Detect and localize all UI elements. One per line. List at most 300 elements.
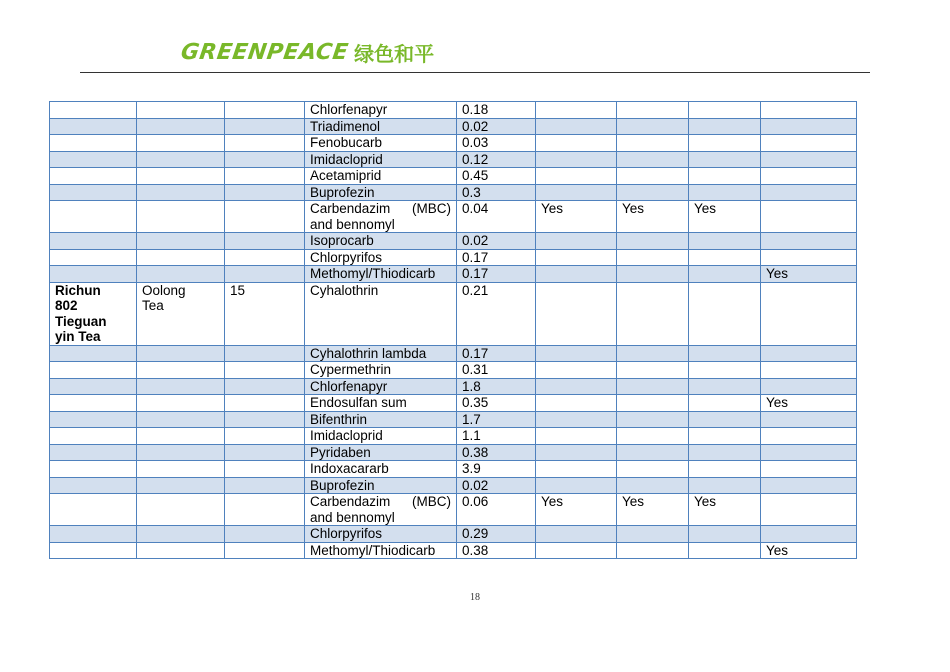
flag-value: Yes bbox=[766, 266, 789, 281]
residue-value: 0.31 bbox=[462, 362, 489, 377]
tea-type-cell bbox=[137, 494, 225, 526]
pesticide-count-cell bbox=[225, 542, 305, 559]
residue-cell bbox=[457, 494, 536, 526]
pesticide-cell bbox=[305, 542, 457, 559]
flag-cell bbox=[761, 461, 857, 478]
residue-value: 0.03 bbox=[462, 135, 489, 150]
residue-value: 0.29 bbox=[462, 526, 489, 541]
flag-cell bbox=[617, 362, 689, 379]
pesticide-count-cell bbox=[225, 345, 305, 362]
pesticide-name-part: and bennomyl bbox=[310, 216, 395, 232]
table-row bbox=[50, 411, 857, 428]
table-row bbox=[50, 233, 857, 250]
pesticide-cell bbox=[305, 494, 457, 526]
table-row bbox=[50, 378, 857, 395]
residue-cell bbox=[457, 233, 536, 250]
flag-cell bbox=[689, 184, 761, 201]
tea-type-cell bbox=[137, 266, 225, 283]
flag-cell bbox=[689, 118, 761, 135]
flag-cell bbox=[689, 526, 761, 543]
table-row bbox=[50, 151, 857, 168]
flag-cell bbox=[617, 249, 689, 266]
flag-cell bbox=[689, 201, 761, 233]
pesticide-name: Chlorfenapyr bbox=[310, 378, 388, 394]
residue-value: 0.35 bbox=[462, 395, 489, 410]
flag-cell bbox=[536, 168, 617, 185]
product-cell bbox=[50, 542, 137, 559]
table-row bbox=[50, 266, 857, 283]
flag-cell bbox=[617, 135, 689, 152]
flag-cell bbox=[689, 395, 761, 412]
tea-type-cell bbox=[137, 135, 225, 152]
pesticide-name: Pyridaben bbox=[310, 444, 371, 460]
pesticide-count-cell bbox=[225, 102, 305, 119]
product-cell bbox=[50, 118, 137, 135]
residue-cell bbox=[457, 168, 536, 185]
residue-value: 0.38 bbox=[462, 542, 489, 558]
pesticide-count-cell bbox=[225, 168, 305, 185]
pesticide-name-part: Carbendazim bbox=[310, 494, 391, 509]
flag-cell bbox=[761, 378, 857, 395]
residue-value: 0.04 bbox=[462, 201, 489, 216]
pesticide-cell bbox=[305, 378, 457, 395]
residue-value: 0.02 bbox=[462, 477, 489, 493]
residue-cell bbox=[457, 249, 536, 266]
table-row bbox=[50, 102, 857, 119]
flag-cell bbox=[761, 494, 857, 526]
residue-value: 0.17 bbox=[462, 266, 489, 281]
tea-type-cell bbox=[137, 345, 225, 362]
flag-cell bbox=[536, 151, 617, 168]
flag-cell bbox=[689, 444, 761, 461]
pesticide-name-part: (MBC) bbox=[412, 201, 451, 216]
pesticide-name: Cyhalothrin lambda bbox=[310, 345, 427, 361]
residue-cell bbox=[457, 266, 536, 283]
flag-cell bbox=[761, 428, 857, 445]
residue-value: 0.02 bbox=[462, 233, 489, 248]
pesticide-name-part: and bennomyl bbox=[310, 509, 395, 525]
tea-type-cell bbox=[137, 233, 225, 250]
table-row bbox=[50, 444, 857, 461]
flag-cell bbox=[689, 266, 761, 283]
flag-cell bbox=[536, 266, 617, 283]
pesticide-cell bbox=[305, 201, 457, 233]
residue-value: 0.18 bbox=[462, 102, 489, 117]
pesticide-name: Imidacloprid bbox=[310, 428, 383, 443]
flag-cell bbox=[536, 378, 617, 395]
flag-cell bbox=[689, 461, 761, 478]
residue-cell bbox=[457, 378, 536, 395]
flag-cell bbox=[761, 411, 857, 428]
flag-value: Yes bbox=[541, 494, 564, 509]
flag-cell bbox=[617, 233, 689, 250]
flag-cell bbox=[761, 249, 857, 266]
pesticide-count-cell bbox=[225, 526, 305, 543]
pesticide-cell bbox=[305, 151, 457, 168]
pesticide-count-cell bbox=[225, 118, 305, 135]
flag-cell bbox=[761, 233, 857, 250]
pesticide-cell bbox=[305, 102, 457, 119]
flag-cell bbox=[536, 444, 617, 461]
pesticide-count: 15 bbox=[230, 282, 246, 298]
tea-type-line: Tea bbox=[142, 298, 164, 313]
product-cell bbox=[50, 378, 137, 395]
residue-cell bbox=[457, 184, 536, 201]
flag-cell bbox=[761, 362, 857, 379]
tea-type-cell bbox=[137, 477, 225, 494]
table-row bbox=[50, 526, 857, 543]
residue-cell bbox=[457, 526, 536, 543]
flag-cell bbox=[761, 151, 857, 168]
residue-cell bbox=[457, 395, 536, 412]
table-row bbox=[50, 184, 857, 201]
tea-type-cell bbox=[137, 444, 225, 461]
pesticide-cell bbox=[305, 282, 457, 345]
pesticide-cell bbox=[305, 477, 457, 494]
flag-cell bbox=[617, 102, 689, 119]
residue-cell bbox=[457, 151, 536, 168]
flag-cell bbox=[536, 461, 617, 478]
pesticide-cell bbox=[305, 345, 457, 362]
tea-type-cell bbox=[137, 151, 225, 168]
pesticide-name: Fenobucarb bbox=[310, 135, 383, 150]
table-body bbox=[50, 102, 857, 559]
tea-type-cell bbox=[137, 184, 225, 201]
flag-value: Yes bbox=[622, 494, 645, 509]
product-cell bbox=[50, 233, 137, 250]
pesticide-count-cell bbox=[225, 184, 305, 201]
flag-cell bbox=[617, 542, 689, 559]
residue-cell bbox=[457, 444, 536, 461]
product-cell bbox=[50, 266, 137, 283]
flag-cell bbox=[689, 135, 761, 152]
tea-type-cell bbox=[137, 201, 225, 233]
pesticide-name: Buprofezin bbox=[310, 477, 375, 493]
pesticide-count-cell bbox=[225, 201, 305, 233]
pesticide-name: Cyhalothrin bbox=[310, 282, 379, 298]
flag-cell bbox=[689, 411, 761, 428]
flag-cell bbox=[617, 461, 689, 478]
tea-type-line: Oolong bbox=[142, 282, 186, 298]
flag-cell bbox=[536, 201, 617, 233]
table-row bbox=[50, 461, 857, 478]
residue-value: 0.17 bbox=[462, 249, 489, 265]
table-row bbox=[50, 118, 857, 135]
residue-cell bbox=[457, 118, 536, 135]
flag-cell bbox=[689, 151, 761, 168]
pesticide-count-cell bbox=[225, 444, 305, 461]
residue-value: 0.06 bbox=[462, 494, 489, 509]
flag-cell bbox=[536, 102, 617, 119]
tea-type-cell bbox=[137, 461, 225, 478]
flag-value: Yes bbox=[694, 494, 717, 509]
flag-cell bbox=[617, 444, 689, 461]
pesticide-name: Endosulfan sum bbox=[310, 395, 407, 410]
residue-value: 0.02 bbox=[462, 118, 489, 134]
flag-cell bbox=[689, 233, 761, 250]
pesticide-name: Imidacloprid bbox=[310, 151, 383, 167]
pesticide-count-cell bbox=[225, 266, 305, 283]
pesticide-cell bbox=[305, 362, 457, 379]
residue-value: 0.3 bbox=[462, 184, 481, 200]
flag-cell bbox=[536, 395, 617, 412]
flag-cell bbox=[617, 201, 689, 233]
residue-cell bbox=[457, 345, 536, 362]
table-row bbox=[50, 395, 857, 412]
tea-type-cell bbox=[137, 168, 225, 185]
pesticide-residue-table bbox=[49, 101, 857, 559]
table-row bbox=[50, 362, 857, 379]
residue-cell bbox=[457, 135, 536, 152]
flag-cell bbox=[617, 266, 689, 283]
product-cell bbox=[50, 362, 137, 379]
logo-wordmark-cn: 绿色和平 bbox=[354, 41, 435, 66]
flag-cell bbox=[761, 395, 857, 412]
pesticide-name: Cypermethrin bbox=[310, 362, 392, 377]
flag-cell bbox=[617, 395, 689, 412]
pesticide-cell bbox=[305, 135, 457, 152]
pesticide-name: Chlorpyrifos bbox=[310, 526, 383, 541]
flag-cell bbox=[689, 494, 761, 526]
flag-cell bbox=[689, 249, 761, 266]
flag-cell bbox=[689, 282, 761, 345]
residue-cell bbox=[457, 102, 536, 119]
flag-cell bbox=[761, 444, 857, 461]
table-row bbox=[50, 428, 857, 445]
flag-cell bbox=[617, 378, 689, 395]
flag-cell bbox=[617, 526, 689, 543]
product-cell bbox=[50, 151, 137, 168]
flag-cell bbox=[761, 201, 857, 233]
product-cell bbox=[50, 282, 137, 345]
pesticide-name: Triadimenol bbox=[310, 118, 381, 134]
tea-type-cell bbox=[137, 378, 225, 395]
flag-cell bbox=[617, 411, 689, 428]
flag-cell bbox=[761, 184, 857, 201]
residue-cell bbox=[457, 461, 536, 478]
pesticide-name-part: Carbendazim bbox=[310, 201, 391, 216]
flag-cell bbox=[761, 282, 857, 345]
residue-value: 1.8 bbox=[462, 378, 481, 394]
residue-cell bbox=[457, 362, 536, 379]
pesticide-count-cell bbox=[225, 411, 305, 428]
residue-value: 0.21 bbox=[462, 282, 489, 298]
flag-cell bbox=[536, 249, 617, 266]
residue-value: 0.45 bbox=[462, 168, 489, 183]
greenpeace-logo bbox=[181, 38, 434, 66]
flag-value: Yes bbox=[694, 201, 717, 216]
flag-cell bbox=[761, 542, 857, 559]
flag-cell bbox=[761, 168, 857, 185]
pesticide-name: Methomyl/Thiodicarb bbox=[310, 266, 436, 281]
pesticide-name-part: (MBC) bbox=[412, 494, 451, 509]
pesticide-name: Bifenthrin bbox=[310, 411, 368, 427]
page-number: 18 bbox=[470, 592, 480, 603]
flag-cell bbox=[536, 362, 617, 379]
product-cell bbox=[50, 249, 137, 266]
flag-cell bbox=[761, 526, 857, 543]
product-name-line: yin Tea bbox=[55, 329, 101, 344]
pesticide-count-cell bbox=[225, 282, 305, 345]
pesticide-name: Methomyl/Thiodicarb bbox=[310, 542, 436, 558]
pesticide-cell bbox=[305, 428, 457, 445]
flag-value: Yes bbox=[622, 201, 645, 216]
product-cell bbox=[50, 102, 137, 119]
flag-cell bbox=[617, 282, 689, 345]
pesticide-count-cell bbox=[225, 477, 305, 494]
table-row bbox=[50, 494, 857, 526]
pesticide-cell bbox=[305, 118, 457, 135]
pesticide-name: Chlorpyrifos bbox=[310, 249, 383, 265]
flag-cell bbox=[761, 266, 857, 283]
flag-cell bbox=[689, 102, 761, 119]
product-cell bbox=[50, 184, 137, 201]
pesticide-count-cell bbox=[225, 249, 305, 266]
tea-type-cell bbox=[137, 282, 225, 345]
table-row bbox=[50, 282, 857, 345]
flag-cell bbox=[536, 118, 617, 135]
flag-cell bbox=[761, 135, 857, 152]
product-name-line: Richun bbox=[55, 282, 101, 298]
residue-cell bbox=[457, 411, 536, 428]
product-cell bbox=[50, 526, 137, 543]
pesticide-cell bbox=[305, 266, 457, 283]
pesticide-cell bbox=[305, 526, 457, 543]
flag-cell bbox=[617, 118, 689, 135]
pesticide-count-cell bbox=[225, 233, 305, 250]
flag-cell bbox=[689, 362, 761, 379]
pesticide-count-cell bbox=[225, 428, 305, 445]
pesticide-count-cell bbox=[225, 461, 305, 478]
table-row bbox=[50, 201, 857, 233]
table-row bbox=[50, 135, 857, 152]
flag-cell bbox=[761, 345, 857, 362]
flag-cell bbox=[536, 526, 617, 543]
product-cell bbox=[50, 428, 137, 445]
product-cell bbox=[50, 345, 137, 362]
flag-cell bbox=[617, 151, 689, 168]
tea-type-cell bbox=[137, 542, 225, 559]
residue-value: 0.38 bbox=[462, 444, 489, 460]
residue-value: 1.1 bbox=[462, 428, 481, 443]
table-row bbox=[50, 345, 857, 362]
product-cell bbox=[50, 135, 137, 152]
flag-cell bbox=[761, 477, 857, 494]
tea-type-cell bbox=[137, 395, 225, 412]
flag-cell bbox=[536, 494, 617, 526]
table-row bbox=[50, 477, 857, 494]
pesticide-cell bbox=[305, 184, 457, 201]
flag-cell bbox=[689, 168, 761, 185]
flag-cell bbox=[689, 378, 761, 395]
flag-cell bbox=[536, 282, 617, 345]
pesticide-name: Indoxacararb bbox=[310, 461, 389, 476]
pesticide-count-cell bbox=[225, 378, 305, 395]
residue-cell bbox=[457, 542, 536, 559]
pesticide-cell bbox=[305, 249, 457, 266]
tea-type-cell bbox=[137, 102, 225, 119]
flag-cell bbox=[536, 184, 617, 201]
flag-cell bbox=[689, 345, 761, 362]
flag-cell bbox=[617, 345, 689, 362]
tea-type-cell bbox=[137, 362, 225, 379]
residue-value: 1.7 bbox=[462, 411, 481, 427]
product-cell bbox=[50, 444, 137, 461]
product-cell bbox=[50, 201, 137, 233]
pesticide-cell bbox=[305, 168, 457, 185]
flag-cell bbox=[536, 428, 617, 445]
pesticide-count-cell bbox=[225, 494, 305, 526]
flag-cell bbox=[536, 542, 617, 559]
product-name-line: 802 bbox=[55, 298, 78, 313]
residue-cell bbox=[457, 282, 536, 345]
pesticide-name: Chlorfenapyr bbox=[310, 102, 388, 117]
pesticide-cell bbox=[305, 233, 457, 250]
tea-type-cell bbox=[137, 118, 225, 135]
table-row bbox=[50, 249, 857, 266]
pesticide-count-cell bbox=[225, 362, 305, 379]
product-cell bbox=[50, 411, 137, 428]
product-cell bbox=[50, 461, 137, 478]
header-divider bbox=[80, 72, 870, 73]
pesticide-cell bbox=[305, 411, 457, 428]
tea-type-cell bbox=[137, 249, 225, 266]
flag-cell bbox=[689, 542, 761, 559]
flag-cell bbox=[617, 184, 689, 201]
flag-cell bbox=[617, 428, 689, 445]
flag-cell bbox=[536, 233, 617, 250]
product-cell bbox=[50, 477, 137, 494]
flag-cell bbox=[536, 477, 617, 494]
pesticide-cell bbox=[305, 444, 457, 461]
flag-cell bbox=[536, 345, 617, 362]
residue-cell bbox=[457, 428, 536, 445]
pesticide-name: Buprofezin bbox=[310, 184, 375, 200]
pesticide-name: Acetamiprid bbox=[310, 168, 382, 183]
flag-value: Yes bbox=[766, 395, 789, 410]
flag-cell bbox=[617, 494, 689, 526]
product-name-line: Tieguan bbox=[55, 313, 107, 329]
product-cell bbox=[50, 395, 137, 412]
logo-wordmark-en: GREENPEACE bbox=[179, 39, 350, 65]
flag-cell bbox=[536, 135, 617, 152]
flag-cell bbox=[689, 428, 761, 445]
residue-value: 3.9 bbox=[462, 461, 481, 476]
pesticide-cell bbox=[305, 395, 457, 412]
flag-cell bbox=[761, 102, 857, 119]
pesticide-count-cell bbox=[225, 395, 305, 412]
table-row bbox=[50, 168, 857, 185]
table-row bbox=[50, 542, 857, 559]
flag-cell bbox=[689, 477, 761, 494]
tea-type-cell bbox=[137, 428, 225, 445]
pesticide-count-cell bbox=[225, 151, 305, 168]
pesticide-cell bbox=[305, 461, 457, 478]
residue-cell bbox=[457, 477, 536, 494]
product-cell bbox=[50, 168, 137, 185]
pesticide-name: Isoprocarb bbox=[310, 233, 374, 248]
pesticide-count-cell bbox=[225, 135, 305, 152]
residue-value: 0.12 bbox=[462, 151, 489, 167]
flag-value: Yes bbox=[541, 201, 564, 216]
tea-type-cell bbox=[137, 411, 225, 428]
flag-cell bbox=[536, 411, 617, 428]
residue-value: 0.17 bbox=[462, 345, 489, 361]
flag-value: Yes bbox=[766, 542, 789, 558]
tea-type-cell bbox=[137, 526, 225, 543]
residue-cell bbox=[457, 201, 536, 233]
flag-cell bbox=[617, 168, 689, 185]
